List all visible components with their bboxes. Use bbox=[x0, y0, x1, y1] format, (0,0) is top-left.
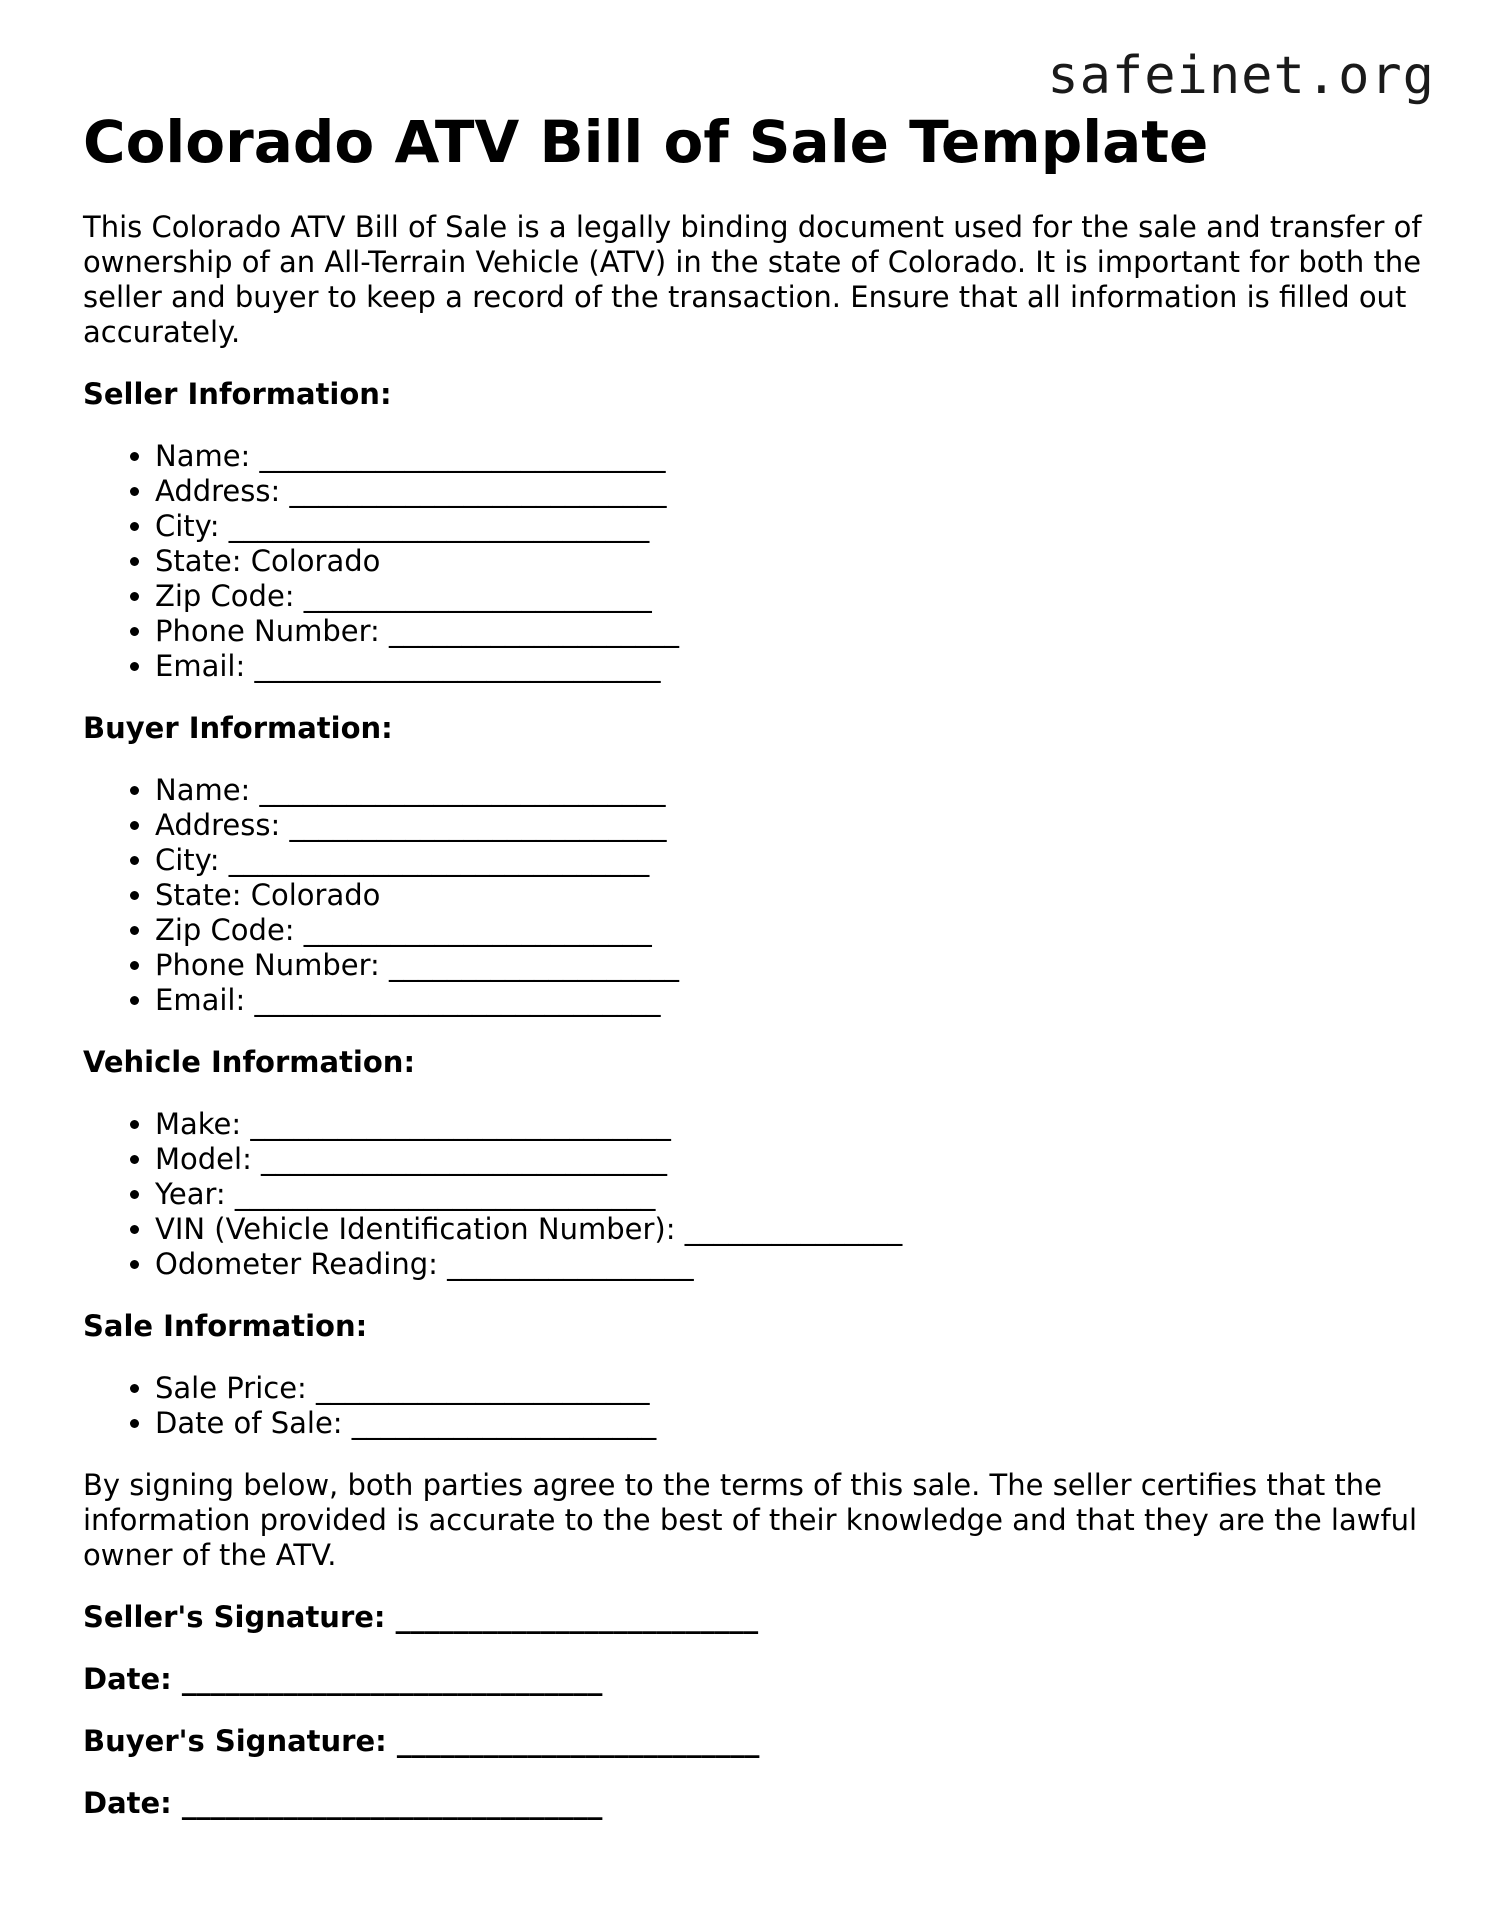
vehicle-year-field: • Year: _____________________________ bbox=[155, 1177, 1423, 1212]
seller-city-field: • City: _____________________________ bbox=[155, 509, 1423, 544]
seller-name-field: • Name: ____________________________ bbox=[155, 439, 1423, 474]
buyer-zip-field: • Zip Code: ________________________ bbox=[155, 913, 1423, 948]
buyer-info-list bbox=[83, 773, 1423, 1018]
buyer-date-line: Date: _____________________________ bbox=[83, 1786, 603, 1820]
vehicle-info-heading: Vehicle Information: bbox=[83, 1045, 416, 1079]
closing-paragraph: By signing below, both parties agree to the terms of this sale. The seller certifies that the information provided is accurate to the best of their knowledge and that they are the lawful owner of the ATV. bbox=[83, 1468, 1418, 1572]
sale-price-field: • Sale Price: _______________________ bbox=[155, 1371, 1423, 1406]
buyer-state-field: • State: Colorado bbox=[155, 878, 1423, 913]
buyer-phone-field: • Phone Number: ____________________ bbox=[155, 948, 1423, 983]
document-page bbox=[83, 104, 1423, 1821]
sale-info-list bbox=[83, 1371, 1423, 1441]
vehicle-make-field: • Make: _____________________________ bbox=[155, 1107, 1423, 1142]
buyer-info-heading: Buyer Information: bbox=[83, 711, 393, 745]
vehicle-info-list bbox=[83, 1107, 1423, 1282]
sale-info-heading: Sale Information: bbox=[83, 1309, 368, 1343]
watermark-text: safeinet.org bbox=[1047, 46, 1435, 106]
intro-paragraph: This Colorado ATV Bill of Sale is a legally binding document used for the sale and transfer of ownership of an All-Terrain Vehicle (ATV) in the state of Colorado. It is important for both the seller and buyer to keep a record of the transaction. Ensure that all information is filled out accurately. bbox=[83, 210, 1422, 349]
seller-signature-line: Seller's Signature: _________________________ bbox=[83, 1600, 759, 1634]
vehicle-model-field: • Model: ____________________________ bbox=[155, 1142, 1423, 1177]
buyer-city-field: • City: _____________________________ bbox=[155, 843, 1423, 878]
page-title: Colorado ATV Bill of Sale Template bbox=[83, 108, 1209, 176]
buyer-signature-line: Buyer's Signature: _________________________ bbox=[83, 1724, 760, 1758]
seller-info-list bbox=[83, 439, 1423, 684]
seller-zip-field: • Zip Code: ________________________ bbox=[155, 579, 1423, 614]
vehicle-vin-field: • VIN (Vehicle Identification Number): _______________ bbox=[155, 1212, 1423, 1247]
seller-info-heading: Seller Information: bbox=[83, 377, 392, 411]
vehicle-odometer-field: • Odometer Reading: _________________ bbox=[155, 1247, 1423, 1282]
buyer-email-field: • Email: ____________________________ bbox=[155, 983, 1423, 1018]
seller-email-field: • Email: ____________________________ bbox=[155, 649, 1423, 684]
seller-date-line: Date: _____________________________ bbox=[83, 1662, 603, 1696]
buyer-address-field: • Address: __________________________ bbox=[155, 808, 1423, 843]
seller-phone-field: • Phone Number: ____________________ bbox=[155, 614, 1423, 649]
buyer-name-field: • Name: ____________________________ bbox=[155, 773, 1423, 808]
sale-date-field: • Date of Sale: _____________________ bbox=[155, 1406, 1423, 1441]
seller-address-field: • Address: __________________________ bbox=[155, 474, 1423, 509]
seller-state-field: • State: Colorado bbox=[155, 544, 1423, 579]
